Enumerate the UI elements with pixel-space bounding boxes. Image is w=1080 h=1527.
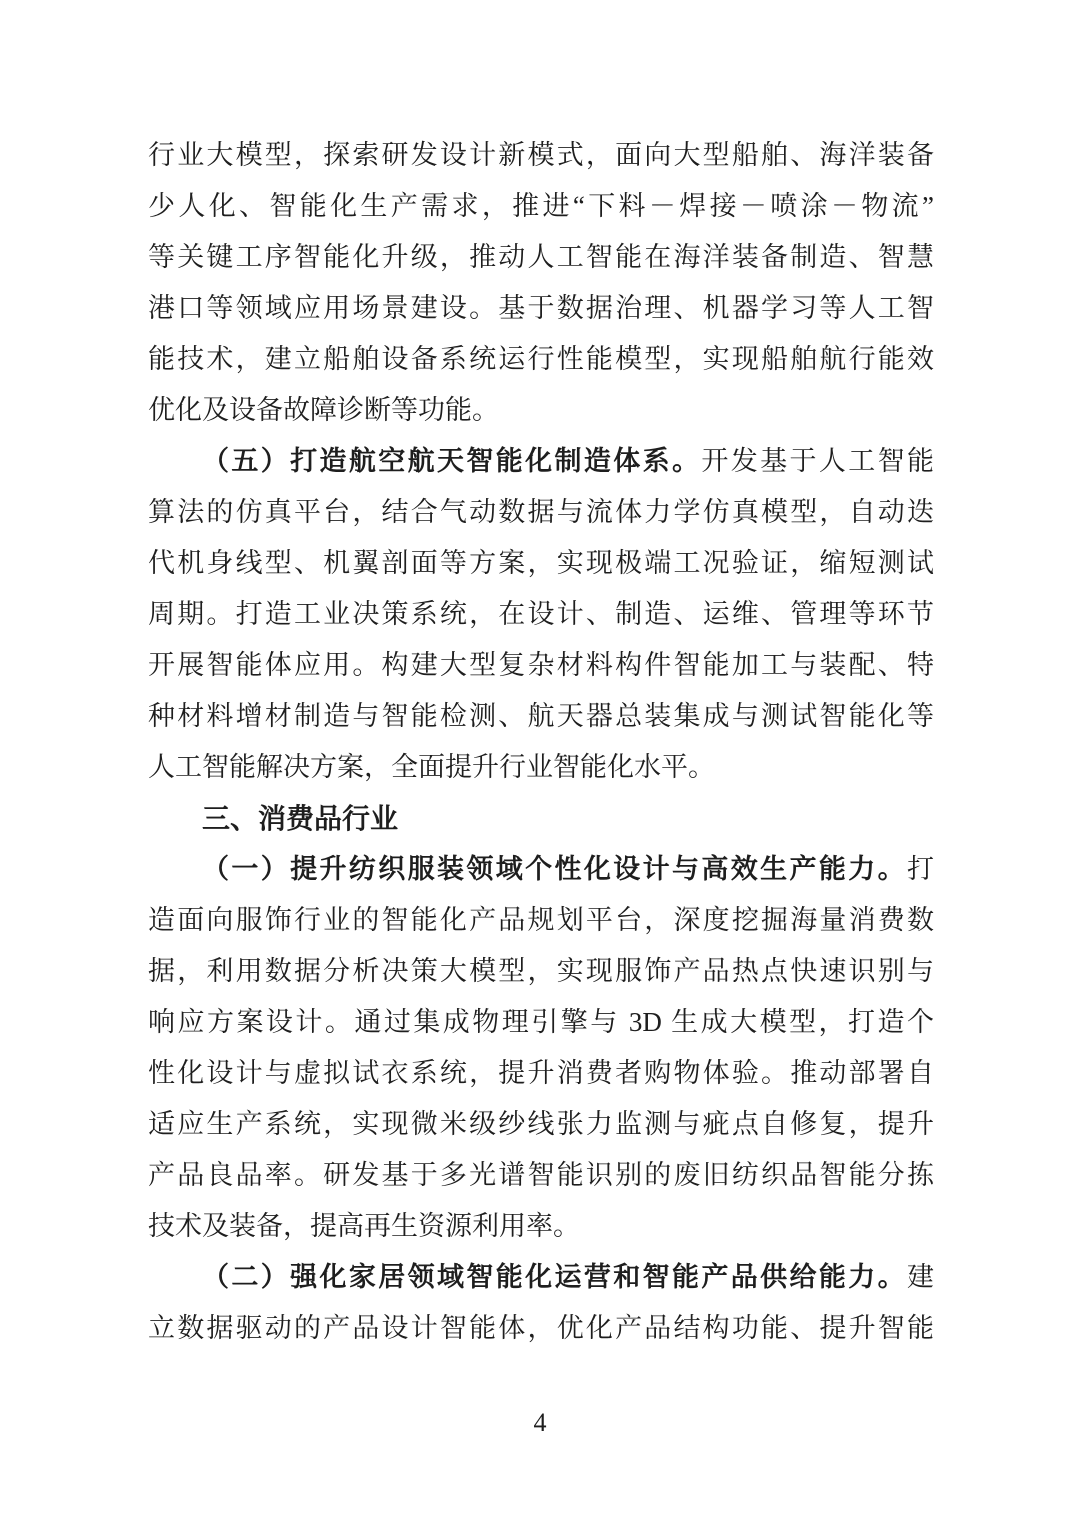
text-line — [148, 436, 934, 487]
section-lead: （二）强化家居领域智能化运营和智能产品供给能力。 — [202, 1262, 907, 1292]
text-line-content: 优化及设备故障诊断等功能。 — [148, 395, 499, 425]
text-line-content: 开发基于人工智能 — [701, 446, 934, 476]
text-line — [148, 232, 934, 283]
text-line-content: 技术及装备，提高再生资源利用率。 — [148, 1211, 580, 1241]
text-line-content: 响应方案设计。通过集成物理引擎与 3D 生成大模型，打造个 — [148, 1007, 934, 1037]
text-line — [148, 1099, 934, 1150]
text-line-content: 种材料增材制造与智能检测、航天器总装集成与测试智能化等 — [148, 701, 934, 731]
text-line — [148, 1303, 934, 1354]
section-heading — [148, 793, 934, 844]
section-heading-text: 三、消费品行业 — [202, 803, 399, 834]
text-line-content: 打 — [907, 854, 934, 884]
text-line — [148, 640, 934, 691]
page-number: 4 — [533, 1408, 547, 1437]
text-line — [148, 997, 934, 1048]
text-line — [148, 130, 934, 181]
text-line — [148, 589, 934, 640]
text-line-content: 能技术，建立船舶设备系统运行性能模型，实现船舶航行能效 — [148, 344, 934, 374]
text-line-content: 据，利用数据分析决策大模型，实现服饰产品热点快速识别与 — [148, 956, 934, 986]
text-line — [148, 742, 934, 793]
text-line — [148, 334, 934, 385]
text-line-content: 周期。打造工业决策系统，在设计、制造、运维、管理等环节 — [148, 599, 934, 629]
text-line — [148, 1048, 934, 1099]
text-line — [148, 691, 934, 742]
text-line — [148, 181, 934, 232]
text-line-content: 少人化、智能化生产需求，推进“下料－焊接－喷涂－物流” — [148, 191, 934, 221]
text-line — [148, 1150, 934, 1201]
text-line — [148, 283, 934, 334]
text-line-content: 产品良品率。研发基于多光谱智能识别的废旧纺织品智能分拣 — [148, 1160, 934, 1190]
text-line-content: 代机身线型、机翼剖面等方案，实现极端工况验证，缩短测试 — [148, 548, 934, 578]
text-line-content: 适应生产系统，实现微米级纱线张力监测与疵点自修复，提升 — [148, 1109, 934, 1139]
document-body — [148, 130, 934, 1354]
text-line-content: 等关键工序智能化升级，推动人工智能在海洋装备制造、智慧 — [148, 242, 934, 272]
section-lead: （一）提升纺织服装领域个性化设计与高效生产能力。 — [202, 854, 907, 884]
text-line — [148, 385, 934, 436]
section-lead: （五）打造航空航天智能化制造体系。 — [202, 446, 702, 476]
text-line-content: 性化设计与虚拟试衣系统，提升消费者购物体验。推动部署自 — [148, 1058, 934, 1088]
page-footer — [0, 1408, 1080, 1438]
text-line — [148, 487, 934, 538]
text-line-content: 算法的仿真平台，结合气动数据与流体力学仿真模型，自动迭 — [148, 497, 934, 527]
text-line — [148, 1252, 934, 1303]
text-line-content: 造面向服饰行业的智能化产品规划平台，深度挖掘海量消费数 — [148, 905, 934, 935]
text-line — [148, 538, 934, 589]
text-line — [148, 895, 934, 946]
text-line — [148, 1201, 934, 1252]
text-line — [148, 946, 934, 997]
text-line-content: 行业大模型，探索研发设计新模式，面向大型船舶、海洋装备 — [148, 140, 934, 170]
text-line-content: 开展智能体应用。构建大型复杂材料构件智能加工与装配、特 — [148, 650, 934, 680]
text-line — [148, 844, 934, 895]
text-line-content: 立数据驱动的产品设计智能体，优化产品结构功能、提升智能 — [148, 1313, 934, 1343]
text-line-content: 港口等领域应用场景建设。基于数据治理、机器学习等人工智 — [148, 293, 934, 323]
text-line-content: 建 — [907, 1262, 934, 1292]
text-line-content: 人工智能解决方案，全面提升行业智能化水平。 — [148, 752, 715, 782]
